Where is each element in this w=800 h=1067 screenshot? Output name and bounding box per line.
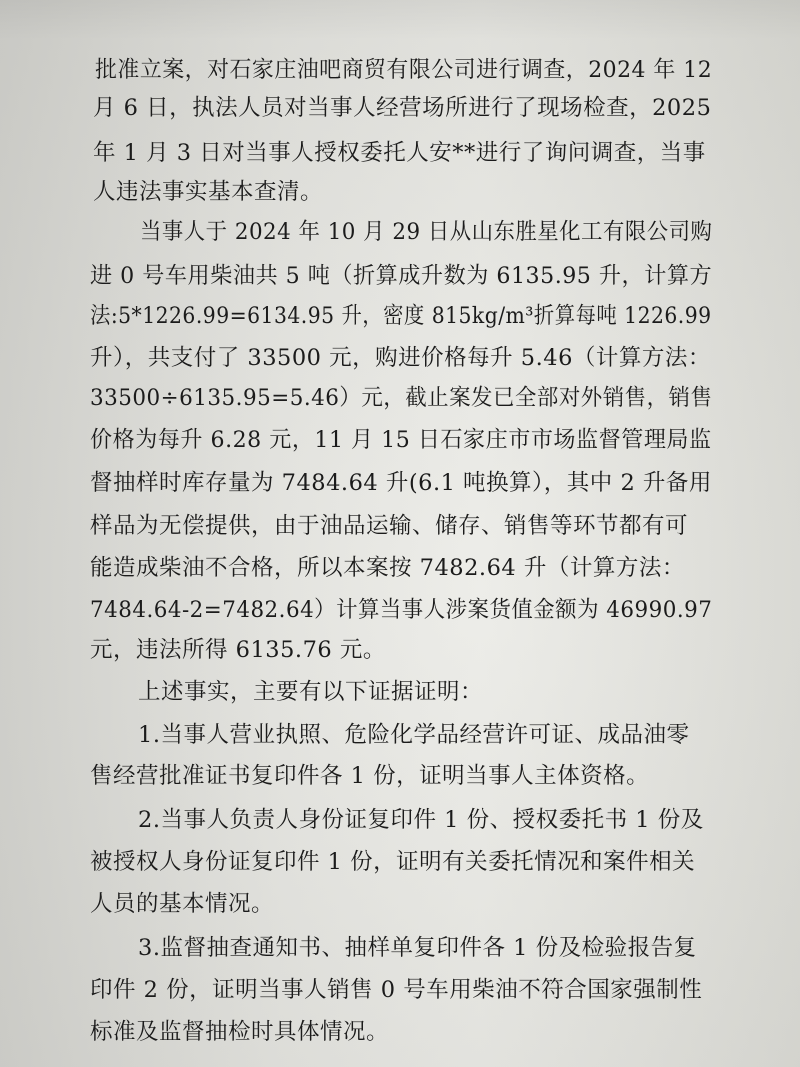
text-line <box>0 212 800 252</box>
text-line-content: 2.当事人负责人身份证复印件 1 份、授权委托书 1 份及 <box>138 807 704 833</box>
text-line-content: 售经营批准证书复印件各 1 份，证明当事人主体资格。 <box>90 763 650 789</box>
text-line-content: 升），共支付了 33500 元，购进价格每升 5.46（计算方法： <box>90 345 711 371</box>
text-line <box>0 672 800 712</box>
text-line-content: 法:5*1226.99=6134.95 升，密度 815kg/m³折算每吨 1226.99 <box>90 303 712 329</box>
text-line-content: 年 1 月 3 日对当事人授权委托人安**进行了询问调查，当事 <box>93 140 706 166</box>
text-line-content: 人员的基本情况。 <box>90 891 275 917</box>
text-line <box>0 884 800 924</box>
text-line <box>0 172 800 212</box>
text-line <box>0 50 800 90</box>
text-line <box>0 928 800 968</box>
text-line-content: 当事人于 2024 年 10 月 29 日从山东胜星化工有限公司购 <box>140 219 713 245</box>
text-line <box>0 756 800 796</box>
text-line <box>0 133 800 173</box>
text-line-content: 批准立案，对石家庄油吧商贸有限公司进行调查，2024 年 12 <box>95 57 713 83</box>
text-line-content: 被授权人身份证复印件 1 份，证明有关委托情况和案件相关 <box>90 849 696 875</box>
text-line <box>0 800 800 840</box>
text-line <box>0 420 800 460</box>
text-line-content: 1.当事人营业执照、危险化学品经营许可证、成品油零 <box>138 722 690 748</box>
text-line <box>0 842 800 882</box>
text-line <box>0 590 800 630</box>
text-line-content: 进 0 号车用柴油共 5 吨（折算成升数为 6135.95 升，计算方 <box>90 263 713 289</box>
text-line <box>0 338 800 378</box>
text-line-content: 标准及监督抽检时具体情况。 <box>90 1019 390 1045</box>
text-line-content: 上述事实，主要有以下证据证明： <box>138 679 484 705</box>
text-line-content: 能造成柴油不合格，所以本案按 7482.64 升（计算方法： <box>90 555 685 581</box>
text-line <box>0 378 800 418</box>
text-line-content: 样品为无偿提供，由于油品运输、储存、销售等环节都有可 <box>90 513 689 539</box>
page-shadow <box>0 0 800 40</box>
text-line <box>0 463 800 503</box>
text-line-content: 元，违法所得 6135.76 元。 <box>90 637 386 663</box>
text-line <box>0 256 800 296</box>
text-line <box>0 506 800 546</box>
text-line-content: 印件 2 份，证明当事人销售 0 号车用柴油不符合国家强制性 <box>90 977 703 1003</box>
text-line <box>0 1012 800 1052</box>
text-line-content: 3.监督抽查通知书、抽样单复印件各 1 份及检验报告复 <box>138 935 697 961</box>
text-line <box>0 970 800 1010</box>
text-line <box>0 715 800 755</box>
text-line <box>0 296 800 336</box>
text-line-content: 7484.64-2=7482.64）计算当事人涉案货值金额为 46990.97 <box>90 597 713 623</box>
text-line <box>0 548 800 588</box>
text-line <box>0 88 800 128</box>
text-line-content: 价格为每升 6.28 元，11 月 15 日石家庄市市场监督管理局监 <box>90 427 712 453</box>
text-line-content: 33500÷6135.95=5.46）元，截止案发已全部对外销售，销售 <box>90 385 713 411</box>
text-line-content: 人违法事实基本查清。 <box>93 179 324 205</box>
text-line-content: 督抽样时库存量为 7484.64 升(6.1 吨换算），其中 2 升备用 <box>90 470 712 496</box>
text-line-content: 月 6 日，执法人员对当事人经营场所进行了现场检查，2025 <box>93 95 712 121</box>
text-line <box>0 630 800 670</box>
